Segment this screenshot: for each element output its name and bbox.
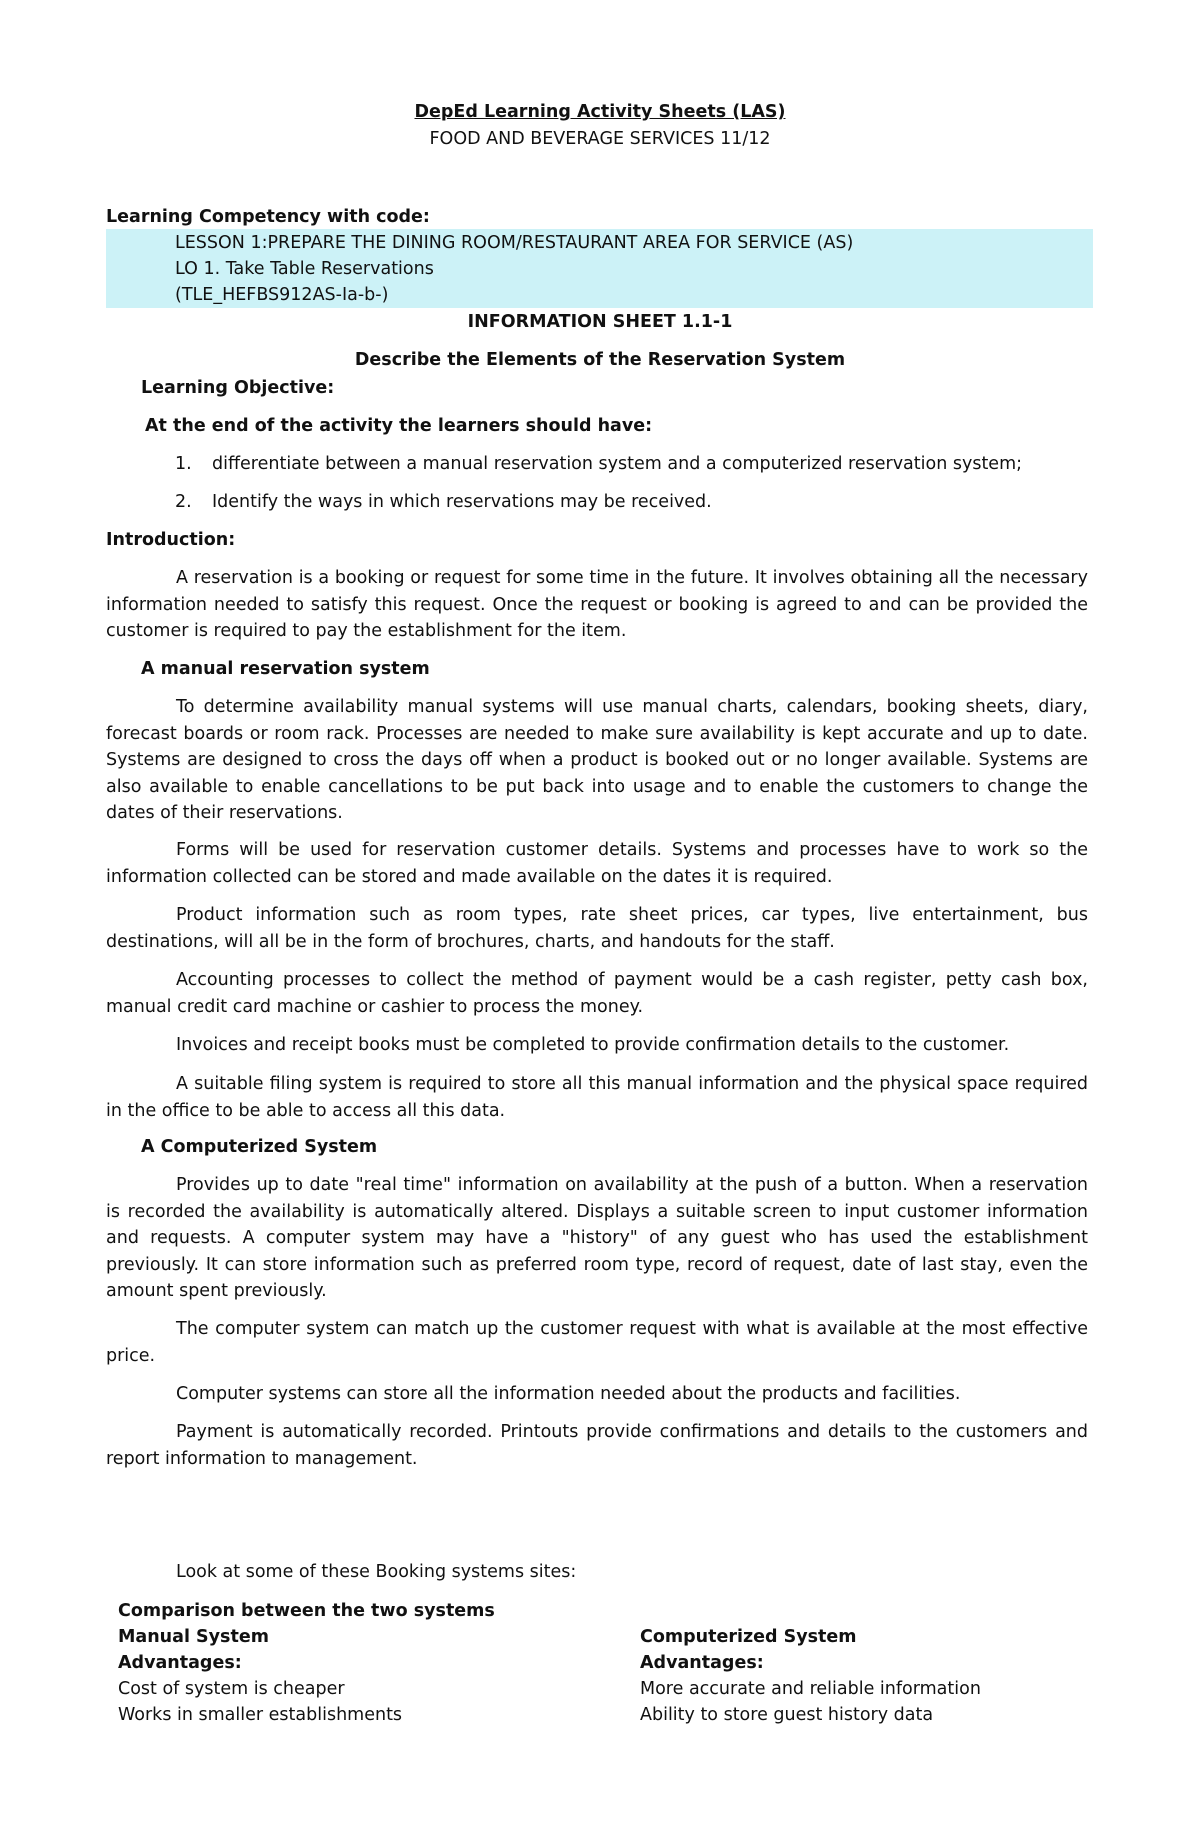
computerized-paragraph-2: The computer system can match up the customer request with what is available at the most effective price.	[106, 1319, 1088, 1366]
objective-item-1-number: 1.	[175, 454, 192, 474]
objective-label: Learning Objective:	[141, 378, 335, 398]
introduction-label: Introduction:	[106, 530, 236, 550]
objective-intro: At the end of the activity the learners should have:	[145, 416, 653, 436]
manual-paragraph-6: A suitable filing system is required to store all this manual information and the physical space required in the office to be able to access all this data.	[106, 1074, 1088, 1121]
manual-paragraph-3: Product information such as room types, rate sheet prices, car types, live entertainment, bus destinations, will all be in the form of brochures, charts, and handouts for the staff.	[106, 905, 1088, 952]
comparison-heading: Comparison between the two systems	[118, 1601, 495, 1621]
info-sheet-title: INFORMATION SHEET 1.1-1	[467, 312, 733, 332]
introduction-paragraph: A reservation is a booking or request for some time in the future. It involves obtaining all the necessary information needed to satisfy this request. Once the request or booking is agreed to and can be provided the customer is required to pay the establishment for the item.	[106, 568, 1088, 641]
manual-advantage-item: Works in smaller establishments	[118, 1705, 403, 1725]
objective-item-1-text: differentiate between a manual reservation system and a computerized reservation system;	[212, 454, 1023, 474]
manual-advantage-item: Cost of system is cheaper	[118, 1679, 345, 1699]
computerized-heading: A Computerized System	[141, 1137, 378, 1157]
computerized-system-title: Computerized System	[640, 1627, 857, 1647]
document-title: DepEd Learning Activity Sheets (LAS)	[414, 102, 786, 122]
computerized-paragraph-3: Computer systems can store all the information needed about the products and facilities.	[176, 1384, 961, 1404]
manual-paragraph-5: Invoices and receipt books must be completed to provide confirmation details to the customer.	[176, 1035, 1010, 1055]
computerized-advantage-item: Ability to store guest history data	[640, 1705, 934, 1725]
manual-paragraph-2: Forms will be used for reservation customer details. Systems and processes have to work so the information collected can be stored and made available on the dates it is required.	[106, 840, 1088, 887]
competency-label: Learning Competency with code:	[106, 207, 430, 227]
computerized-paragraph-1: Provides up to date "real time" information on availability at the push of a button. When a reservation is recorded the availability is automatically altered. Displays a suitable screen to input customer information and requests. A computer system may have a "history" of any guest who has used the establishment previously. It can store information such as preferred room type, record of request, date of last stay, even the amount spent previously.	[106, 1175, 1088, 1301]
document-subtitle: FOOD AND BEVERAGE SERVICES 11/12	[429, 129, 771, 149]
objective-item-2-text: Identify the ways in which reservations may be received.	[212, 492, 712, 512]
computerized-paragraph-4: Payment is automatically recorded. Printouts provide confirmations and details to the customers and report information to management.	[106, 1422, 1088, 1469]
manual-paragraph-1: To determine availability manual systems will use manual charts, calendars, booking sheets, diary, forecast boards or room rack. Processes are needed to make sure availability is kept accurate and up to date. Systems are designed to cross the days off when a product is booked out or no longer available. Systems are also available to enable cancellations to be put back into usage and to enable the customers to change the dates of their reservations.	[106, 697, 1088, 823]
competency-lesson: LESSON 1:PREPARE THE DINING ROOM/RESTAURANT AREA FOR SERVICE (AS)	[175, 233, 854, 253]
info-sheet-subtitle: Describe the Elements of the Reservation System	[354, 350, 846, 370]
manual-system-title: Manual System	[118, 1627, 269, 1647]
competency-lo: LO 1. Take Table Reservations	[175, 259, 434, 279]
manual-advantages-label: Advantages:	[118, 1653, 242, 1673]
computerized-advantages-label: Advantages:	[640, 1653, 764, 1673]
objective-item-2-number: 2.	[175, 492, 192, 512]
competency-code: (TLE_HEFBS912AS-Ia-b-)	[175, 285, 389, 305]
booking-sites-text: Look at some of these Booking systems sites:	[176, 1562, 577, 1582]
manual-paragraph-4: Accounting processes to collect the method of payment would be a cash register, petty cash box, manual credit card machine or cashier to process the money.	[106, 970, 1088, 1017]
computerized-advantage-item: More accurate and reliable information	[640, 1679, 981, 1699]
manual-heading: A manual reservation system	[141, 659, 430, 679]
